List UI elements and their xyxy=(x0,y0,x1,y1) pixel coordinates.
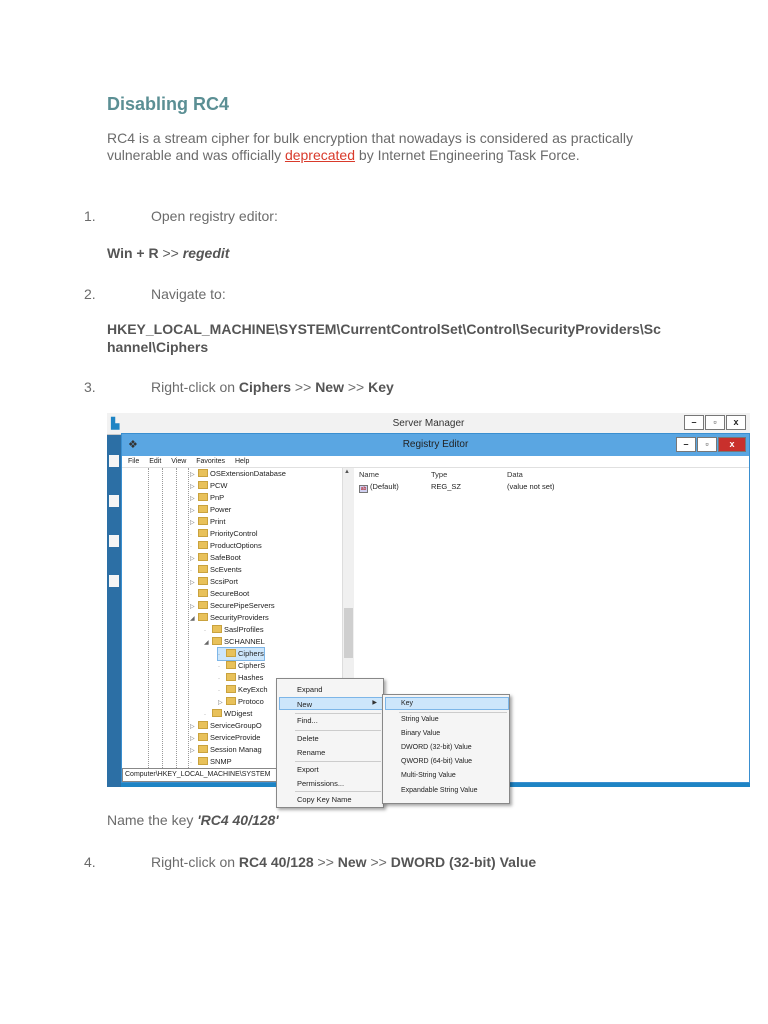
folder-icon xyxy=(226,661,236,669)
folder-icon xyxy=(212,625,222,633)
tree-item-label: ScEvents xyxy=(210,565,242,574)
expand-arrow-icon[interactable]: ▷ xyxy=(190,736,195,742)
menu-item-copy-key-name[interactable]: Copy Key Name xyxy=(297,795,352,804)
expand-arrow-icon[interactable]: ▷ xyxy=(190,580,195,586)
tree-guide xyxy=(162,468,163,768)
tree-guide xyxy=(188,468,189,768)
tree-item[interactable] xyxy=(190,564,242,576)
status-bar: Computer\HKEY_LOCAL_MACHINE\SYSTEM xyxy=(122,768,282,782)
tree-connector: · xyxy=(204,712,206,718)
tree-item[interactable] xyxy=(190,492,224,504)
expand-arrow-icon[interactable]: ▷ xyxy=(190,604,195,610)
tree-guide xyxy=(148,468,149,768)
minimize-button[interactable]: – xyxy=(684,415,704,430)
folder-icon xyxy=(198,757,208,765)
step-bold-1: Ciphers xyxy=(238,379,292,395)
step-text xyxy=(151,379,394,395)
step-number: 4. xyxy=(84,854,96,870)
tree-item-label: PCW xyxy=(210,481,228,490)
value-row-type: REG_SZ xyxy=(431,482,462,491)
tree-item[interactable] xyxy=(190,744,262,756)
run-command xyxy=(107,245,229,261)
folder-icon xyxy=(198,529,208,537)
folder-icon xyxy=(198,745,208,753)
submenu-arrow-icon: ▶ xyxy=(372,700,377,706)
folder-icon xyxy=(198,565,208,573)
scroll-up-icon[interactable]: ▲ xyxy=(344,469,350,475)
folder-icon xyxy=(212,637,222,645)
tree-item-label: ServiceProvide xyxy=(210,733,261,742)
value-row-name[interactable] xyxy=(359,482,399,493)
watermark xyxy=(662,768,744,781)
step-text-pre: Right-click on xyxy=(151,854,239,870)
tree-connector: · xyxy=(190,760,192,766)
maximize-button[interactable]: ▫ xyxy=(705,415,725,430)
menu-favorites[interactable]: Favorites xyxy=(196,458,226,465)
tree-item[interactable] xyxy=(190,516,225,528)
tree-connector: · xyxy=(218,676,220,682)
tree-item[interactable] xyxy=(190,468,286,480)
tree-item[interactable] xyxy=(190,588,249,600)
step-bold-3: Key xyxy=(368,379,394,395)
watermark-logo-icon xyxy=(662,768,680,778)
expand-arrow-icon[interactable]: ▷ xyxy=(190,484,195,490)
menu-separator xyxy=(295,791,381,792)
menu-item-highlight xyxy=(279,697,383,710)
string-value-icon: ab xyxy=(360,486,367,492)
step-bold-1: RC4 40/128 xyxy=(238,854,314,870)
menu-separator xyxy=(295,761,381,762)
sidebar-tile xyxy=(109,535,119,547)
registry-editor-screenshot xyxy=(107,413,750,804)
menu-item-delete[interactable]: Delete xyxy=(297,734,319,743)
folder-icon xyxy=(198,493,208,501)
folder-icon xyxy=(198,469,208,477)
value-name: (Default) xyxy=(370,482,399,491)
deprecated-link[interactable]: deprecated xyxy=(284,147,356,163)
tree-item[interactable] xyxy=(204,708,252,720)
submenu-item-binary-value[interactable]: Binary Value xyxy=(401,730,441,737)
maximize-button[interactable]: ▫ xyxy=(697,437,717,452)
tree-item[interactable] xyxy=(204,624,264,636)
collapse-arrow-icon[interactable]: ◢ xyxy=(190,616,195,622)
tree-item-label: Session Manag xyxy=(210,745,262,754)
tree-item-label: Ciphers xyxy=(238,649,264,658)
tree-item-label: ServiceGroupO xyxy=(210,721,262,730)
intro-paragraph xyxy=(107,130,667,164)
page-heading: Disabling RC4 xyxy=(107,94,230,114)
menu-bar xyxy=(122,456,749,468)
registry-editor-title: Registry Editor xyxy=(402,439,469,450)
tree-item[interactable] xyxy=(190,552,241,564)
menu-file[interactable]: File xyxy=(128,458,140,465)
submenu-item-key[interactable]: Key xyxy=(401,700,414,707)
scroll-thumb[interactable] xyxy=(344,608,353,658)
folder-icon xyxy=(198,601,208,609)
menu-item-expand[interactable]: Expand xyxy=(297,685,323,694)
folder-icon xyxy=(226,685,236,693)
menu-item-new[interactable]: New xyxy=(297,700,313,709)
run-cmd: regedit xyxy=(182,245,230,261)
expand-arrow-icon[interactable]: ▷ xyxy=(190,496,195,502)
registry-editor-window xyxy=(121,433,750,804)
tree-item-label: ProductOptions xyxy=(210,541,262,550)
intro-text-after: by Internet Engineering Task Force. xyxy=(355,147,580,163)
tree-item[interactable] xyxy=(204,636,265,648)
expand-arrow-icon[interactable]: ▷ xyxy=(190,556,195,562)
close-button[interactable]: x xyxy=(726,415,746,430)
submenu-item-expandable-string-value[interactable]: Expandable String Value xyxy=(401,787,478,794)
tree-item-label: SNMP xyxy=(210,757,232,766)
tree-item-label: Power xyxy=(210,505,232,514)
column-header-data[interactable]: Data xyxy=(507,470,523,479)
server-manager-titlebar xyxy=(107,413,750,435)
tree-item[interactable] xyxy=(190,732,260,744)
tree-item[interactable] xyxy=(190,612,269,624)
tree-item[interactable] xyxy=(190,720,262,732)
step-bold-3: DWORD (32-bit) Value xyxy=(390,854,537,870)
tree-item-label: CipherS xyxy=(238,661,266,670)
folder-icon xyxy=(212,709,222,717)
tree-connector: · xyxy=(218,688,220,694)
expand-arrow-icon[interactable]: ▷ xyxy=(190,724,195,730)
folder-icon xyxy=(198,505,208,513)
intro-text-before: RC4 is a stream cipher for bulk encryption that nowadays is considered as practically vulnerable and was officially xyxy=(107,130,634,163)
tree-item-label: WDigest xyxy=(224,709,253,718)
tree-item[interactable] xyxy=(190,528,258,540)
menu-item-rename[interactable]: Rename xyxy=(297,748,326,757)
minimize-button[interactable]: – xyxy=(676,437,696,452)
tree-connector: · xyxy=(190,544,192,550)
run-keys: Win + R xyxy=(107,245,159,261)
menu-item-find[interactable]: Find... xyxy=(297,716,318,725)
folder-icon xyxy=(198,481,208,489)
folder-icon xyxy=(198,589,208,597)
menu-item-permissions[interactable]: Permissions... xyxy=(297,779,345,788)
menu-view[interactable]: View xyxy=(171,458,187,465)
server-manager-title: Server Manager xyxy=(392,418,465,429)
tree-connector: · xyxy=(218,664,220,670)
regedit-icon: ❖ xyxy=(128,439,138,451)
tree-item[interactable] xyxy=(190,600,275,612)
caption-key-name: 'RC4 40/128' xyxy=(197,812,279,828)
menu-separator xyxy=(295,713,381,714)
registry-editor-titlebar xyxy=(122,434,749,456)
folder-icon xyxy=(198,553,208,561)
tree-connector: · xyxy=(190,568,192,574)
column-header-type[interactable]: Type xyxy=(431,470,448,479)
menu-help[interactable]: Help xyxy=(235,458,250,465)
tree-item-label: SaslProfiles xyxy=(224,625,264,634)
step-bold-2: New xyxy=(315,379,344,395)
folder-icon xyxy=(198,577,208,585)
tree-connector: · xyxy=(190,592,192,598)
submenu-item-dword-value[interactable]: DWORD (32-bit) Value xyxy=(401,744,472,751)
context-menu xyxy=(276,678,384,808)
step-sep-2: >> xyxy=(343,379,369,395)
folder-icon xyxy=(198,541,208,549)
folder-icon xyxy=(226,697,236,705)
tree-item-label: SafeBoot xyxy=(210,553,241,562)
folder-icon xyxy=(198,517,208,525)
tree-item-label: PriorityControl xyxy=(210,529,258,538)
value-row-data: (value not set) xyxy=(507,482,555,491)
tree-item-ciphers[interactable] xyxy=(218,648,264,660)
key-name-caption xyxy=(107,812,279,828)
expand-arrow-icon[interactable]: ▷ xyxy=(190,508,195,514)
tree-item[interactable] xyxy=(190,504,231,516)
collapse-arrow-icon[interactable]: ◢ xyxy=(204,640,209,646)
watermark-text: JSScreenshot xyxy=(681,770,744,781)
tree-item-label: SecurityProviders xyxy=(210,613,269,622)
expand-arrow-icon[interactable]: ▷ xyxy=(190,472,195,478)
server-manager-window-buttons xyxy=(683,415,746,430)
folder-icon xyxy=(226,649,236,657)
tree-connector: · xyxy=(190,532,192,538)
menu-item-export[interactable]: Export xyxy=(297,765,319,774)
close-button[interactable]: x xyxy=(718,437,746,452)
folder-icon xyxy=(226,673,236,681)
step-sep-2: >> xyxy=(366,854,391,870)
step-text: Navigate to: xyxy=(151,286,226,302)
tree-item-label: SecurePipeServers xyxy=(210,601,275,610)
step-text: Open registry editor: xyxy=(151,208,278,224)
tree-item[interactable] xyxy=(218,660,265,672)
menu-separator xyxy=(295,730,381,731)
registry-path: HKEY_LOCAL_MACHINE\SYSTEM\CurrentControlSet\Control\SecurityProviders\Schannel\Ciphers xyxy=(107,321,661,355)
expand-arrow-icon[interactable]: ▷ xyxy=(190,748,195,754)
tree-item-label: KeyExch xyxy=(238,685,268,694)
tree-item-label: SecureBoot xyxy=(210,589,250,598)
sidebar-tile xyxy=(109,455,119,467)
folder-icon xyxy=(198,733,208,741)
step-text-pre: Right-click on xyxy=(151,379,239,395)
step-number: 1. xyxy=(84,208,96,224)
tree-connector: · xyxy=(218,652,220,658)
step-sep-1: >> xyxy=(291,379,316,395)
caption-text: Name the key xyxy=(107,812,198,828)
step-sep-1: >> xyxy=(313,854,338,870)
step-number: 2. xyxy=(84,286,96,302)
server-manager-sidebar xyxy=(107,435,121,787)
tree-guide xyxy=(176,468,177,768)
menu-edit[interactable]: Edit xyxy=(149,458,162,465)
tree-item[interactable] xyxy=(218,684,268,696)
tree-item-label: SCHANNEL xyxy=(224,637,265,646)
sidebar-tile xyxy=(109,575,119,587)
tree-item-label: PnP xyxy=(210,493,225,502)
folder-icon xyxy=(198,613,208,621)
submenu-item-qword-value[interactable]: QWORD (64-bit) Value xyxy=(401,758,473,765)
expand-arrow-icon[interactable]: ▷ xyxy=(218,700,223,706)
server-manager-icon: ▙ xyxy=(111,418,120,430)
tree-item-label: ScsiPort xyxy=(210,577,238,586)
step-bold-2: New xyxy=(337,854,367,870)
run-sep: >> xyxy=(158,245,183,261)
tree-item-label: Protoco xyxy=(238,697,264,706)
sidebar-tile xyxy=(109,495,119,507)
menu-separator xyxy=(399,712,507,713)
expand-arrow-icon[interactable]: ▷ xyxy=(190,520,195,526)
tree-item[interactable] xyxy=(190,576,238,588)
tree-item[interactable] xyxy=(190,756,232,764)
tree-item[interactable] xyxy=(190,540,262,552)
column-header-name[interactable]: Name xyxy=(359,470,380,479)
tree-item-label: Print xyxy=(210,517,226,526)
step-text xyxy=(151,854,536,870)
tree-item-label: Hashes xyxy=(238,673,264,682)
tree-connector: · xyxy=(204,628,206,634)
submenu-item-multi-string-value[interactable]: Multi-String Value xyxy=(401,772,456,779)
folder-icon xyxy=(198,721,208,729)
step-number: 3. xyxy=(84,379,96,395)
tree-item-label: OSExtensionDatabase xyxy=(210,469,286,478)
submenu-item-string-value[interactable]: String Value xyxy=(401,716,439,723)
tree-item[interactable] xyxy=(218,672,263,684)
new-submenu xyxy=(382,694,510,804)
tree-item[interactable] xyxy=(190,480,228,492)
tree-item[interactable] xyxy=(218,696,264,708)
regedit-window-buttons xyxy=(675,437,746,452)
